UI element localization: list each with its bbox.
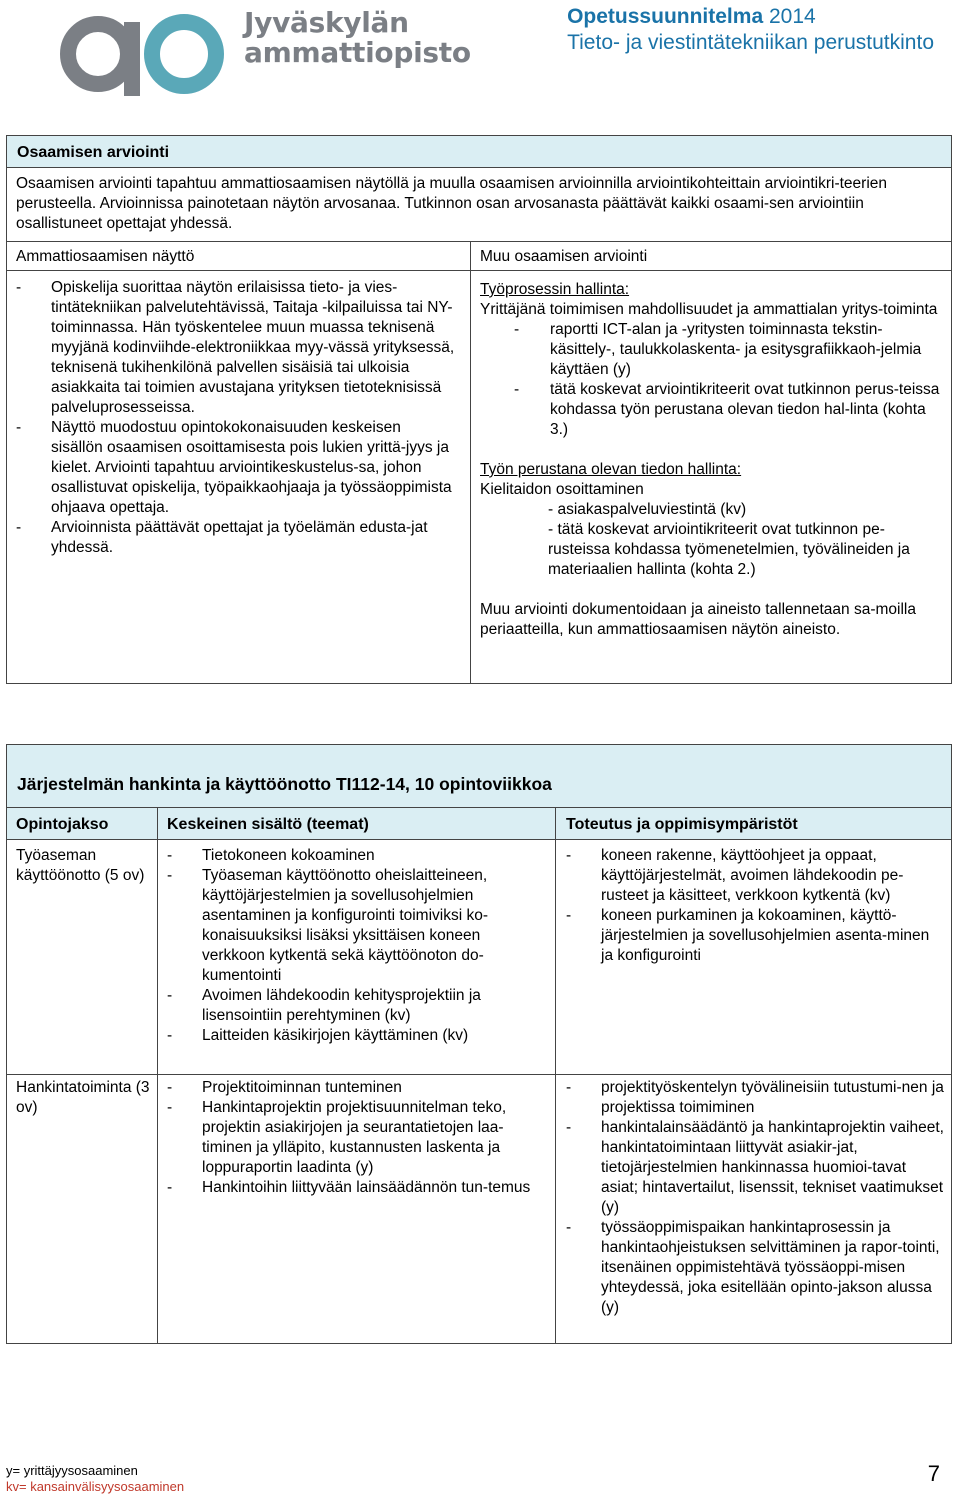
section-title: Työn perustana olevan tiedon hallinta: <box>480 461 742 478</box>
divider <box>6 270 952 271</box>
list-item: - Laitteiden käsikirjojen käyttäminen (kv) <box>167 1026 547 1046</box>
document-title <box>567 4 934 56</box>
legend-kv: kv= kansainvälisyysosaaminen <box>6 1479 185 1494</box>
page-number: 7 <box>927 1461 940 1486</box>
demonstration-list <box>16 278 456 558</box>
list-item: - koneen purkaminen ja kokoaminen, käyttö-järjestelmien ja sovellusohjelmien asenta-minen ja konfigurointi <box>566 906 944 966</box>
other-assessment <box>480 280 940 640</box>
column-divider <box>157 807 158 1344</box>
course-title-row <box>6 744 952 808</box>
list-item: - Projektitoiminnan tunteminen <box>167 1078 547 1098</box>
list-item: - Arvioinnista päättävät opettajat ja työelämän edusta-jat yhdessä. <box>16 518 456 558</box>
title-year: 2014 <box>768 5 816 28</box>
list-item: - Opiskelija suorittaa näytön erilaisissa tieto- ja vies-tintätekniikan palvelutehtävissä, Taitaja -kilpailuissa tai NY-toiminnassa. Hän työskentelee muun muassa teknisenä myyjänä kodinviihde-elektroniikkaa myy-vässä yrityksessä, teknisenä tukihenkilönä palvellen sisäisiä tai ulkoisia asiakkaita tai toimien avustajana yrityksen tietoteknisissä palveluprosesseissa. <box>16 278 456 418</box>
left-column-heading: Ammattiosaamisen näyttö <box>16 248 195 265</box>
assessment-heading-row <box>6 135 952 168</box>
right-column-heading: Muu osaamisen arviointi <box>480 248 648 265</box>
course-title: Järjestelmän hankinta ja käyttöönotto TI112-14, 10 opintoviikkoa <box>17 774 552 794</box>
list-item: - Työaseman käyttöönotto oheislaitteineen, käyttöjärjestelmien ja sovellusohjelmien asentaminen ja konfigurointi toimiviksi ko-konaisuuksiksi lisäksi yksittäisen koneen verkkoon kytkentä sekä käyttöönoton do-kumentointi <box>167 866 547 986</box>
title-text: Opetussuunnitelma <box>567 5 764 28</box>
row-divider <box>6 1074 952 1075</box>
divider <box>6 241 952 242</box>
section-text: Kielitaidon osoittaminen <box>480 481 644 498</box>
list-item: - koneen rakenne, käyttöohjeet ja oppaat, käyttöjärjestelmät, avoimen lähdekoodin pe-rusteet ja käsitteet, verkkoon kytkentä (kv) <box>566 846 944 906</box>
list-item: - tätä koskevat arviointikriteerit ovat tutkinnon perus-teissa kohdassa työn perustana olevan tiedon hal-linta (kohta 3.) <box>480 380 940 440</box>
list-item: - työssäoppimispaikan hankintaprosessin ja hankintaohjeistuksen selvittäminen ja rapor-tointi, itsenäinen oppimistehtävä työssäoppi-misen yhteydessä, joka esitellään opinto-jakson alussa (y) <box>566 1218 944 1318</box>
section-title: Työprosessin hallinta: <box>480 281 630 298</box>
table-row-name: Työaseman käyttöönotto (5 ov) <box>16 847 145 884</box>
footer-legend <box>6 1463 184 1495</box>
assessment-heading: Osaamisen arviointi <box>17 144 170 161</box>
logo-text <box>244 8 471 68</box>
list-item: - Avoimen lähdekoodin kehitysprojektiin ja lisensointiin perehtyminen (kv) <box>167 986 547 1026</box>
logo-line1: Jyväskylän <box>244 6 409 39</box>
table-header-row <box>6 807 952 840</box>
table-row-content <box>167 1078 547 1198</box>
list-item: - raportti ICT-alan ja -yritysten toiminnasta tekstin-käsittely-, taulukkolaskenta- ja esitysgrafiikkaoh-jelmia käyttäen (y) <box>480 320 940 380</box>
assessment-intro: Osaamisen arviointi tapahtuu ammattiosaamisen näytöllä ja muulla osaamisen arvioinnilla arviointikohteittain arviointikri-teerien perusteella. Arvioinnissa painotetaan näytön arvosanaa. Tutkinnon osan arvosanasta päättävät kaikki osaami-sen arviointiin osallistuneet opettajat yhdessä. <box>16 175 888 232</box>
section-text: Yrittäjänä toimimisen mahdollisuudet ja ammattialan yritys-toiminta <box>480 301 938 318</box>
legend-y: y= yrittäjyysosaaminen <box>6 1463 138 1478</box>
list-item: - hankintalainsäädäntö ja hankintaprojektin vaiheet, hankintatoimintaan liittyvät asiakir-jat, tietojärjestelmien hankinnassa huomioi-tavat asiat; hintavertailut, lisenssit, tekniset vaatimukset (y) <box>566 1118 944 1218</box>
column-header: Opintojakso <box>16 816 109 833</box>
list-item: - Hankintaprojektin projektisuunnitelman teko, projektin asiakirjojen ja seurantatietojen laa-timinen ja ylläpito, kustannusten laskenta ja loppuraportin laadinta (y) <box>167 1098 547 1178</box>
list-item: - projektityöskentelyn työvälineisiin tutustumi-nen ja projektissa toimiminen <box>566 1078 944 1118</box>
logo-mark <box>52 0 224 100</box>
table-row-name: Hankintatoiminta (3 ov) <box>16 1079 150 1116</box>
section-line: - tätä koskevat arviointikriteerit ovat tutkinnon pe-rusteissa kohdassa työmenetelmien, työvälineiden ja materiaalien hallinta (kohta 2.) <box>548 521 910 578</box>
table-row-implementation <box>566 1078 944 1318</box>
table-row-content <box>167 846 547 1046</box>
subtitle: Tieto- ja viestintätekniikan perustutkinto <box>567 31 934 54</box>
column-header: Keskeinen sisältö (teemat) <box>167 816 369 833</box>
logo-line2: ammattiopisto <box>244 36 471 69</box>
table-row-implementation <box>566 846 944 966</box>
list-item: - Näyttö muodostuu opintokokonaisuuden keskeisen sisällön osaamisen osoittamisesta pois lukien yrittä-jyys ja kielet. Arviointi tapahtuu arviointikeskustelus-sa, johon osallistuvat opiskelija, työpaikkaohjaaja ja työssäoppimista ohjaava opettaja. <box>16 418 456 518</box>
list-item: - Hankintoihin liittyvään lainsäädännön tun-temus <box>167 1178 547 1198</box>
column-divider <box>555 807 556 1344</box>
section-line: - asiakaspalveluviestintä (kv) <box>548 501 747 518</box>
list-item: - Tietokoneen kokoaminen <box>167 846 547 866</box>
column-header: Toteutus ja oppimisympäristöt <box>566 816 798 833</box>
column-divider <box>470 241 471 684</box>
section-footer: Muu arviointi dokumentoidaan ja aineisto tallennetaan sa-moilla periaatteilla, kun ammattiosaamisen näytön aineisto. <box>480 601 916 638</box>
